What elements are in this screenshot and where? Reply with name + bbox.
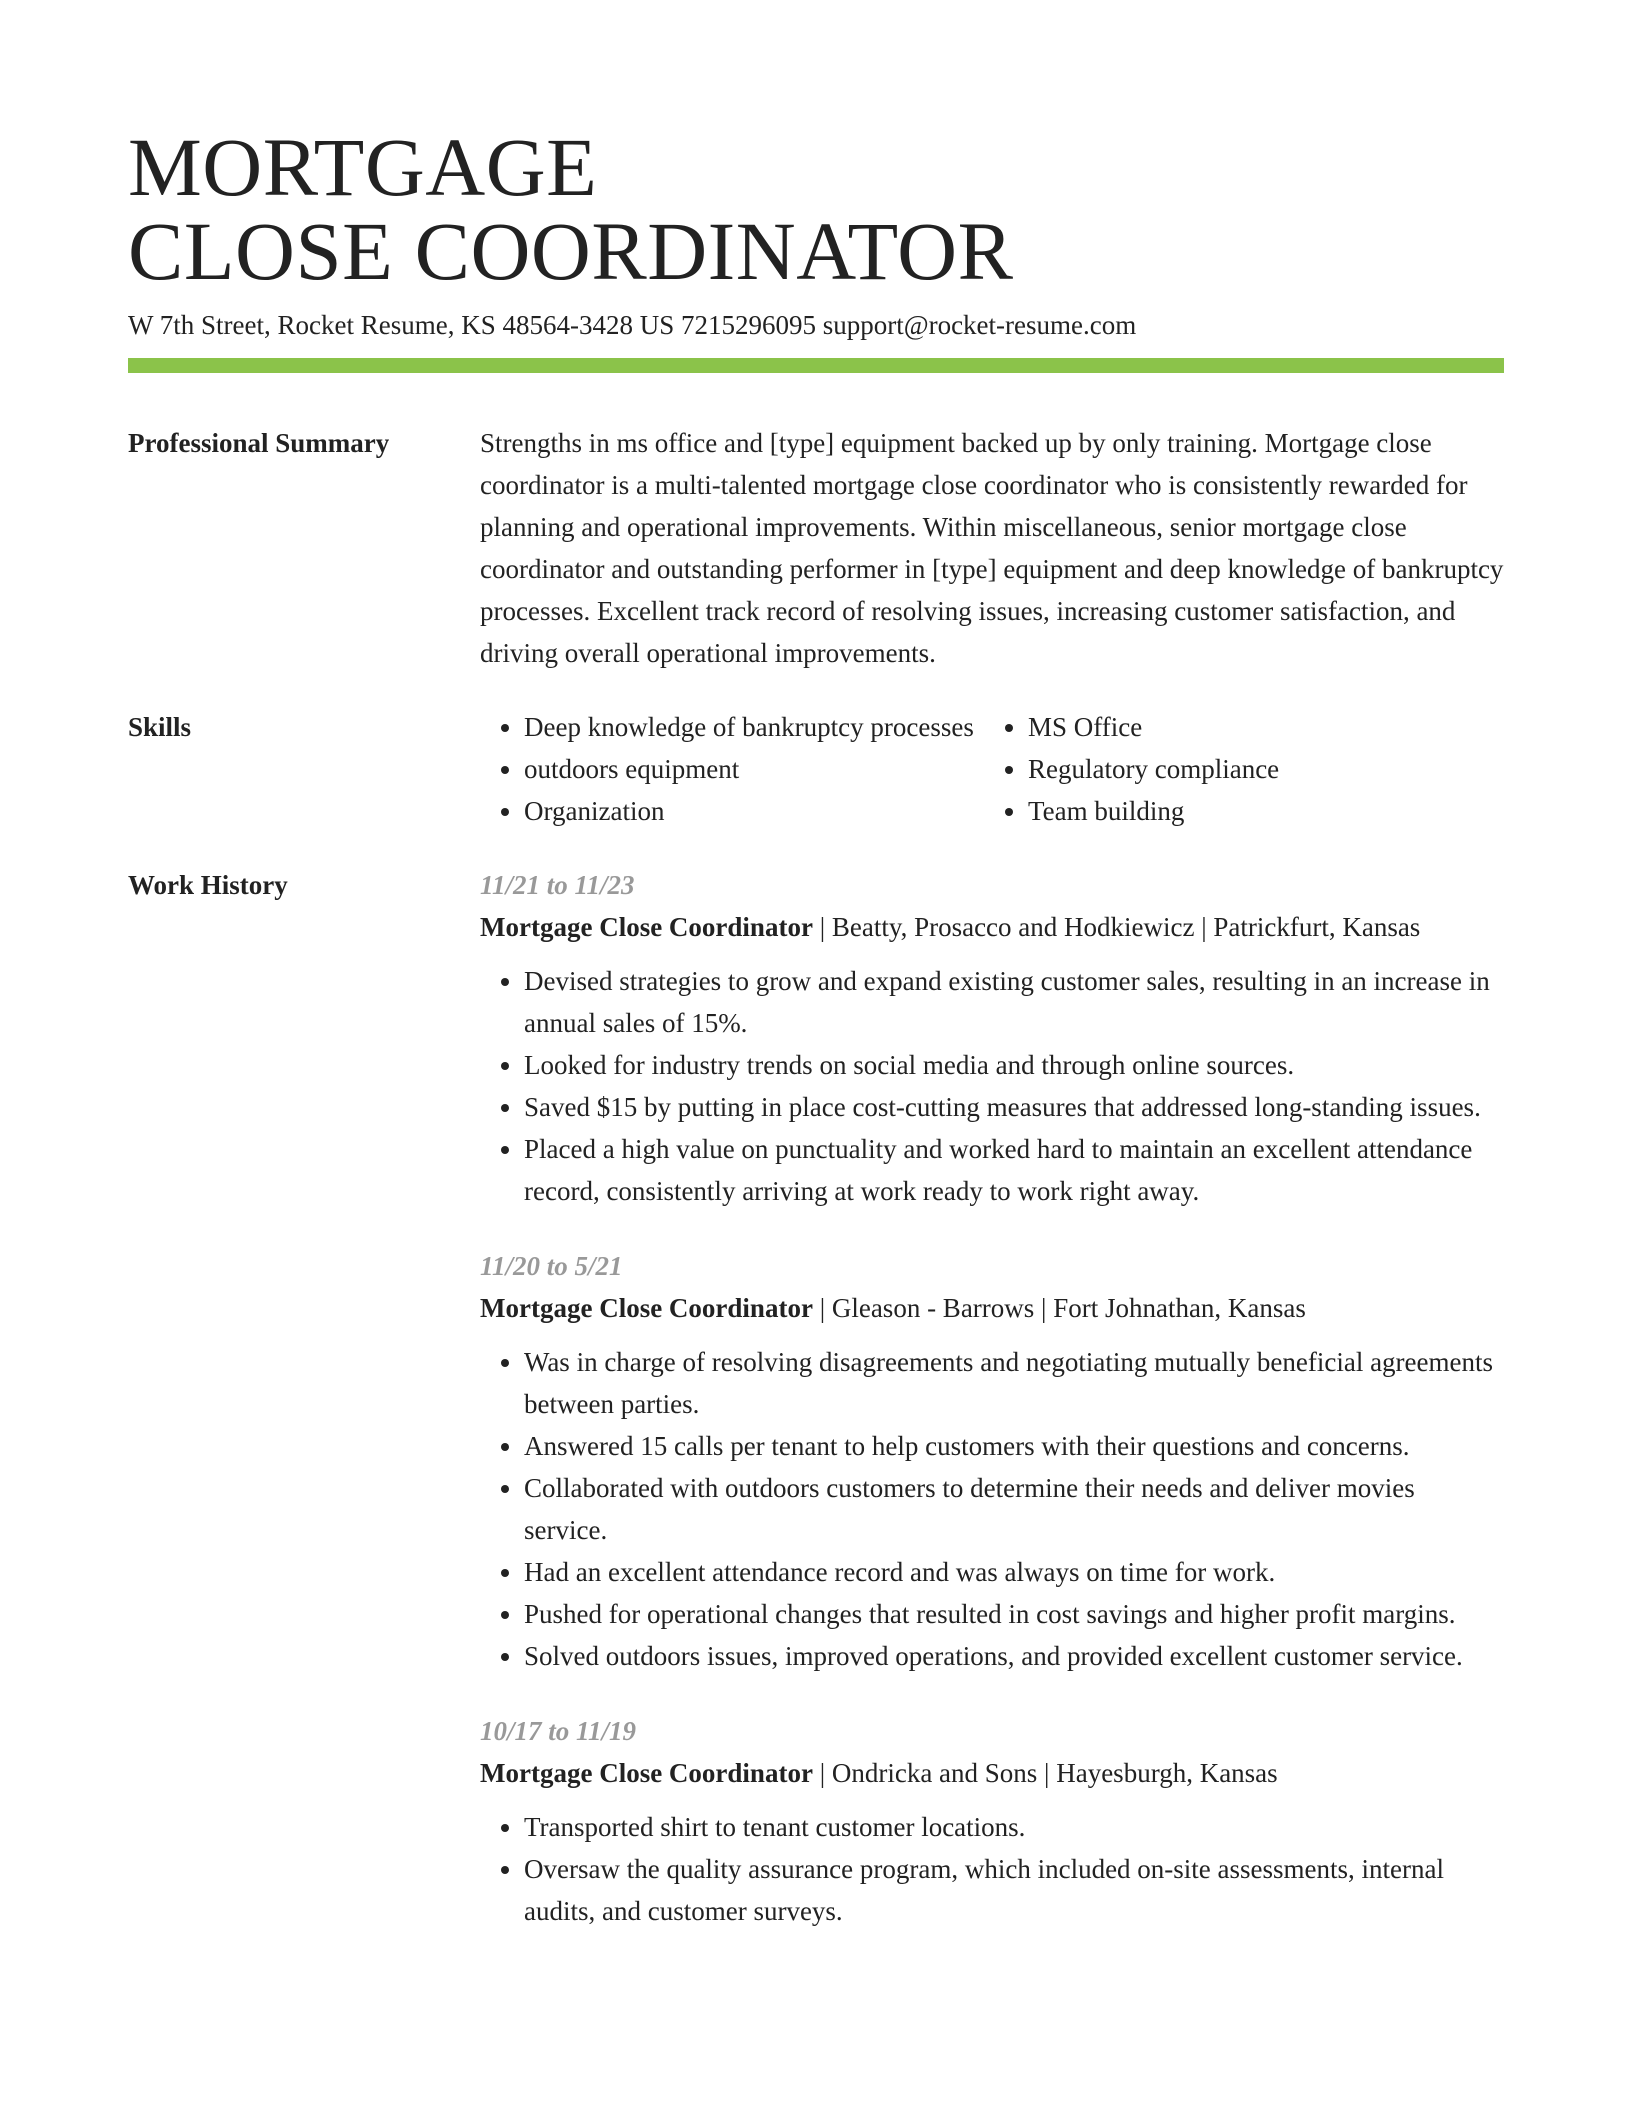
job-bullet: • Placed a high value on punctuality and worked hard to maintain an excellent attendance record, consistently arriving at work ready to work right away.	[524, 1128, 1504, 1212]
job-title: Mortgage Close Coordinator	[480, 1758, 813, 1788]
skill-item: • Team building	[1028, 790, 1488, 832]
skills-section	[128, 706, 1504, 832]
job-header	[480, 1287, 1504, 1329]
job-header	[480, 1752, 1504, 1794]
job-bullet: • Solved outdoors issues, improved operations, and provided excellent customer service.	[524, 1635, 1504, 1677]
summary-section	[128, 422, 1504, 674]
job-title: Mortgage Close Coordinator	[480, 912, 813, 942]
contact-info: W 7th Street, Rocket Resume, KS 48564-3428 US 7215296095 support@rocket-resume.com	[128, 310, 1137, 340]
title-line-1: MORTGAGE	[128, 121, 598, 213]
summary-heading: Professional Summary	[128, 428, 390, 458]
job-bullet: • Pushed for operational changes that resulted in cost savings and higher profit margins.	[524, 1593, 1504, 1635]
job-bullet: • Saved $15 by putting in place cost-cutting measures that addressed long-standing issues.	[524, 1086, 1504, 1128]
resume-title	[128, 0, 1504, 297]
skills-heading: Skills	[128, 712, 192, 742]
job-entry	[480, 864, 1504, 1212]
job-bullet: • Answered 15 calls per tenant to help customers with their questions and concerns.	[524, 1425, 1504, 1467]
skill-item: • MS Office	[1028, 706, 1488, 748]
job-entry	[480, 1245, 1504, 1677]
job-bullet: • Looked for industry trends on social media and through online sources.	[524, 1044, 1504, 1086]
job-details: | Gleason - Barrows | Fort Johnathan, Kansas	[812, 1293, 1306, 1323]
job-dates: 10/17 to 11/19	[480, 1716, 637, 1746]
work-history-body	[480, 864, 1504, 1932]
job-header	[480, 906, 1504, 948]
job-bullet: • Collaborated with outdoors customers to determine their needs and deliver movies service.	[524, 1467, 1504, 1551]
work-history-section	[128, 864, 1504, 1932]
job-dates: 11/20 to 5/21	[480, 1251, 623, 1281]
accent-divider	[128, 358, 1504, 373]
skill-item: • Regulatory compliance	[1028, 748, 1488, 790]
job-details: | Ondricka and Sons | Hayesburgh, Kansas	[812, 1758, 1278, 1788]
job-bullets	[480, 960, 1504, 1212]
work-history-heading: Work History	[128, 870, 288, 900]
skills-column-1	[480, 706, 984, 832]
skill-item: • Organization	[524, 790, 984, 832]
job-bullet: • Oversaw the quality assurance program, which included on-site assessments, internal audits, and customer surveys.	[524, 1848, 1504, 1932]
job-bullet: • Transported shirt to tenant customer locations.	[524, 1806, 1504, 1848]
job-bullet: • Was in charge of resolving disagreements and negotiating mutually beneficial agreements between parties.	[524, 1341, 1504, 1425]
job-bullet: • Devised strategies to grow and expand existing customer sales, resulting in an increase in annual sales of 15%.	[524, 960, 1504, 1044]
skill-item: • outdoors equipment	[524, 748, 984, 790]
job-entry	[480, 1710, 1504, 1932]
job-details: | Beatty, Prosacco and Hodkiewicz | Patrickfurt, Kansas	[812, 912, 1421, 942]
job-bullet: • Had an excellent attendance record and was always on time for work.	[524, 1551, 1504, 1593]
job-bullets	[480, 1806, 1504, 1932]
summary-text: Strengths in ms office and [type] equipment backed up by only training. Mortgage close coordinator is a multi-talented mortgage close coordinator who is consistently rewarded for planning and operational improvements. Within miscellaneous, senior mortgage close coordinator and outstanding performer in [type] equipment and deep knowledge of bankruptcy processes. Excellent track record of resolving issues, increasing customer satisfaction, and driving overall operational improvements.	[480, 428, 1504, 668]
job-title: Mortgage Close Coordinator	[480, 1293, 813, 1323]
job-dates: 11/21 to 11/23	[480, 870, 635, 900]
job-bullets	[480, 1341, 1504, 1677]
skill-item: • Deep knowledge of bankruptcy processes	[524, 706, 984, 748]
resume-page	[128, 0, 1504, 1932]
skills-column-2	[984, 706, 1488, 832]
title-line-2: CLOSE COORDINATOR	[128, 205, 1014, 297]
skills-grid	[480, 706, 1504, 832]
